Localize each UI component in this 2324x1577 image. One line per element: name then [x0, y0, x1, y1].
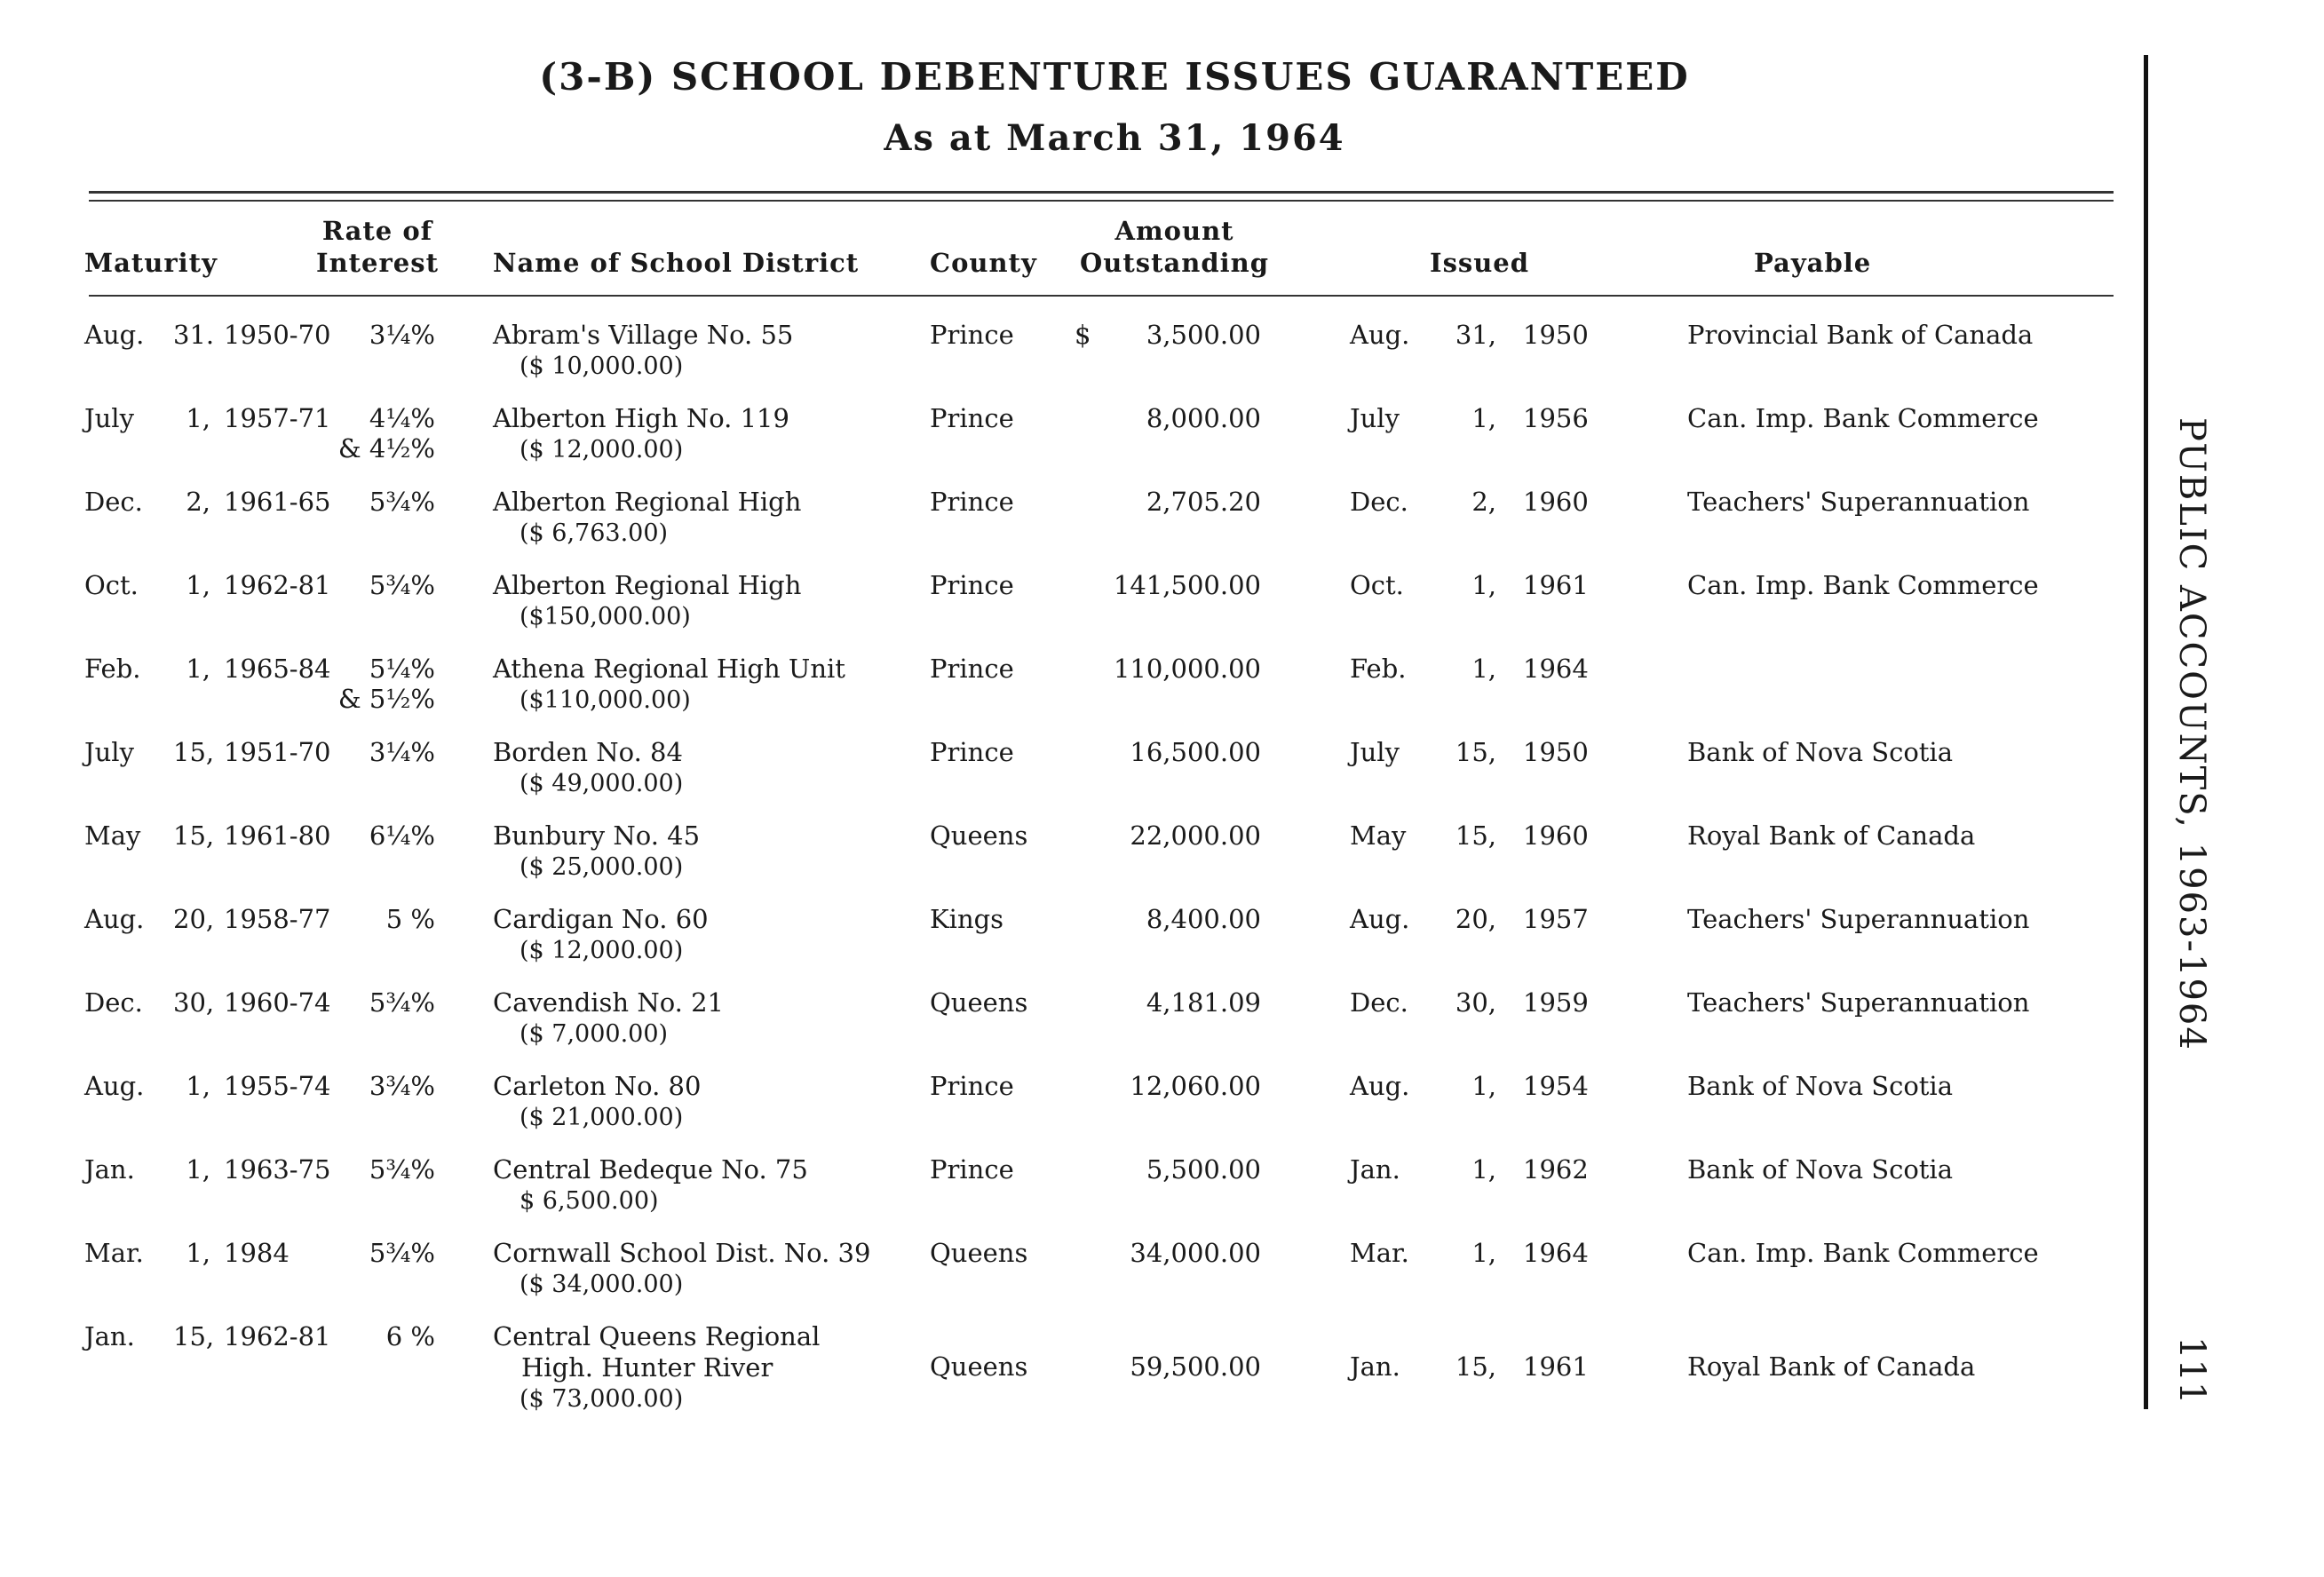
school-district-name: Athena Regional High Unit — [493, 654, 845, 684]
table-row — [0, 1314, 2149, 1430]
county: Queens — [930, 1238, 1028, 1268]
maturity-day: 15, — [173, 820, 215, 851]
payable-at: Teachers' Superannuation — [1687, 487, 2030, 517]
original-issue-amount: ($ 10,000.00) — [520, 353, 684, 380]
maturity-month: Oct. — [84, 570, 139, 600]
interest-rate: 6 % — [385, 1321, 435, 1351]
maturity-day: 30, — [173, 987, 215, 1018]
maturity-years: 1957-71 — [224, 403, 331, 433]
interest-rate: 5¾% — [369, 487, 435, 517]
school-district-cell — [493, 1321, 820, 1415]
page-number: 111 — [2171, 1336, 2212, 1405]
maturity-day: 1, — [186, 1154, 210, 1185]
maturity-month: Dec. — [84, 487, 143, 517]
payable-at: Provincial Bank of Canada — [1687, 320, 2034, 350]
maturity-day: 15, — [173, 737, 215, 767]
table-row — [0, 646, 2149, 730]
original-issue-amount: ($150,000.00) — [520, 603, 691, 630]
maturity-day: 2, — [186, 487, 210, 517]
amount-outstanding: 16,500.00 — [1130, 737, 1261, 767]
interest-rate: 3¾% — [369, 1071, 435, 1101]
issued-month: Aug. — [1350, 320, 1410, 350]
dollar-sign: $ — [1075, 320, 1091, 350]
margin-rule — [2144, 55, 2148, 1409]
issued-year: 1956 — [1523, 403, 1589, 433]
page-subtitle: As at March 31, 1964 — [884, 117, 1345, 159]
amount-outstanding: 5,500.00 — [1146, 1154, 1261, 1185]
school-district-cell — [493, 1154, 808, 1216]
header-maturity: Maturity — [84, 248, 218, 278]
amount-outstanding: 59,500.00 — [1130, 1351, 1261, 1382]
issued-month: Aug. — [1350, 904, 1410, 934]
maturity-month: Dec. — [84, 987, 143, 1018]
payable-at: Can. Imp. Bank Commerce — [1687, 1238, 2039, 1268]
issued-year: 1957 — [1523, 904, 1589, 934]
maturity-years: 1951-70 — [224, 737, 331, 767]
school-district-cell — [493, 570, 801, 632]
school-district-cell — [493, 487, 801, 549]
original-issue-amount: ($ 12,000.00) — [520, 436, 684, 464]
issued-year: 1964 — [1523, 654, 1589, 684]
original-issue-amount: ($ 25,000.00) — [520, 853, 684, 881]
issued-day: 20, — [1455, 904, 1496, 934]
table-row — [0, 730, 2149, 813]
table-row — [0, 396, 2149, 479]
original-issue-amount: $ 6,500.00) — [520, 1187, 659, 1215]
header-school-district: Name of School District — [493, 248, 860, 278]
original-issue-amount: ($ 21,000.00) — [520, 1104, 684, 1131]
issued-year: 1961 — [1523, 1351, 1589, 1382]
amount-outstanding: 4,181.09 — [1146, 987, 1261, 1018]
interest-rate-alt: & 5½% — [337, 684, 435, 714]
county: Prince — [930, 737, 1014, 767]
payable-at: Bank of Nova Scotia — [1687, 737, 1953, 767]
issued-day: 1, — [1471, 1154, 1496, 1185]
payable-at: Can. Imp. Bank Commerce — [1687, 403, 2039, 433]
maturity-years: 1955-74 — [224, 1071, 331, 1101]
school-district-name: Cavendish No. 21 — [493, 987, 724, 1018]
maturity-day: 31. — [173, 320, 215, 350]
issued-day: 2, — [1471, 487, 1496, 517]
issued-month: Mar. — [1350, 1238, 1409, 1268]
maturity-years: 1961-80 — [224, 820, 331, 851]
maturity-day: 1, — [186, 1071, 210, 1101]
issued-day: 1, — [1471, 1238, 1496, 1268]
county: Queens — [930, 987, 1028, 1018]
issued-month: Jan. — [1350, 1154, 1400, 1185]
issued-month: Dec. — [1350, 987, 1408, 1018]
maturity-month: Aug. — [84, 1071, 145, 1101]
original-issue-amount: ($ 7,000.00) — [520, 1020, 669, 1048]
header-amount-line2: Outstanding — [1080, 248, 1269, 278]
original-issue-amount: ($ 34,000.00) — [520, 1271, 684, 1298]
payable-at: Bank of Nova Scotia — [1687, 1071, 1953, 1101]
school-district-name: Central Bedeque No. 75 — [493, 1154, 808, 1185]
original-issue-amount: ($ 49,000.00) — [520, 770, 684, 797]
table-row — [0, 980, 2149, 1064]
county: Prince — [930, 1154, 1014, 1185]
issued-month: July — [1350, 403, 1400, 433]
school-district-name: Alberton Regional High — [493, 487, 802, 517]
issued-year: 1959 — [1523, 987, 1589, 1018]
maturity-day: 1, — [186, 1238, 210, 1268]
school-district-cell — [493, 737, 683, 799]
school-district-cell — [493, 1071, 701, 1133]
header-rate-line2: Interest — [316, 248, 439, 278]
maturity-day: 1, — [186, 570, 210, 600]
header-county: County — [930, 248, 1037, 278]
school-district-cell — [493, 320, 793, 382]
issued-day: 15, — [1455, 1351, 1496, 1382]
school-district-name: Alberton Regional High — [493, 570, 802, 600]
issued-day: 1, — [1471, 654, 1496, 684]
payable-at: Royal Bank of Canada — [1687, 1351, 1976, 1382]
payable-at: Teachers' Superannuation — [1687, 904, 2030, 934]
table-row — [0, 897, 2149, 980]
school-district-name: Abram's Village No. 55 — [493, 320, 794, 350]
interest-rate: 5¾% — [369, 1154, 435, 1185]
maturity-month: July — [84, 403, 134, 433]
issued-year: 1962 — [1523, 1154, 1589, 1185]
maturity-years: 1984 — [224, 1238, 290, 1268]
issued-day: 1, — [1471, 1071, 1496, 1101]
original-issue-amount: ($110,000.00) — [520, 686, 691, 714]
original-issue-amount: ($ 12,000.00) — [520, 937, 684, 964]
maturity-day: 15, — [173, 1321, 215, 1351]
school-district-name: Cornwall School Dist. No. 39 — [493, 1238, 871, 1268]
running-head: PUBLIC ACCOUNTS, 1963-1964 — [2171, 417, 2212, 1051]
school-district-name: Alberton High No. 119 — [493, 403, 789, 433]
issued-day: 15, — [1455, 737, 1496, 767]
maturity-month: Feb. — [84, 654, 141, 684]
maturity-month: Aug. — [84, 904, 145, 934]
maturity-years: 1960-74 — [224, 987, 331, 1018]
maturity-month: Mar. — [84, 1238, 144, 1268]
table-row — [0, 813, 2149, 897]
county: Kings — [930, 904, 1004, 934]
issued-month: July — [1350, 737, 1400, 767]
school-district-cell — [493, 1238, 870, 1300]
maturity-day: 1, — [186, 403, 210, 433]
amount-outstanding: 8,400.00 — [1146, 904, 1261, 934]
school-district-cell — [493, 654, 845, 716]
issued-day: 15, — [1455, 820, 1496, 851]
county: Queens — [930, 820, 1028, 851]
header-amount-line1: Amount — [1114, 216, 1234, 246]
school-district-name: Bunbury No. 45 — [493, 820, 701, 851]
county: Prince — [930, 320, 1014, 350]
issued-year: 1954 — [1523, 1071, 1589, 1101]
issued-day: 31, — [1455, 320, 1496, 350]
maturity-years: 1963-75 — [224, 1154, 331, 1185]
county: Prince — [930, 654, 1014, 684]
issued-month: May — [1350, 820, 1407, 851]
maturity-month: July — [84, 737, 134, 767]
payable-at: Royal Bank of Canada — [1687, 820, 1976, 851]
maturity-years: 1962-81 — [224, 1321, 331, 1351]
amount-outstanding: 2,705.20 — [1146, 487, 1261, 517]
payable-at: Can. Imp. Bank Commerce — [1687, 570, 2039, 600]
header-rate-line1: Rate of — [321, 216, 433, 246]
issued-year: 1960 — [1523, 820, 1589, 851]
payable-at: Teachers' Superannuation — [1687, 987, 2030, 1018]
table-row — [0, 479, 2149, 563]
county: Queens — [930, 1351, 1028, 1382]
maturity-day: 20, — [173, 904, 215, 934]
school-district-name: Cardigan No. 60 — [493, 904, 709, 934]
amount-outstanding: 12,060.00 — [1130, 1071, 1261, 1101]
debenture-table — [0, 313, 2149, 1430]
original-issue-amount: ($ 73,000.00) — [520, 1385, 684, 1413]
school-district-name: Central Queens Regional — [493, 1321, 821, 1351]
issued-month: Jan. — [1350, 1351, 1400, 1382]
issued-year: 1964 — [1523, 1238, 1589, 1268]
table-row — [0, 313, 2149, 396]
issued-day: 30, — [1455, 987, 1496, 1018]
county: Prince — [930, 487, 1014, 517]
table-row — [0, 563, 2149, 646]
header-rule-top-second — [89, 200, 2114, 202]
header-payable: Payable — [1754, 248, 1872, 278]
issued-month: Dec. — [1350, 487, 1408, 517]
issued-month: Aug. — [1350, 1071, 1410, 1101]
original-issue-amount: ($ 6,763.00) — [520, 519, 669, 547]
school-district-name-line2: High. Hunter River — [521, 1352, 773, 1383]
table-row — [0, 1064, 2149, 1147]
county: Prince — [930, 1071, 1014, 1101]
amount-outstanding: 22,000.00 — [1130, 820, 1261, 851]
table-row — [0, 1147, 2149, 1231]
maturity-years: 1965-84 — [224, 654, 331, 684]
issued-day: 1, — [1471, 403, 1496, 433]
issued-day: 1, — [1471, 570, 1496, 600]
interest-rate: 5¾% — [369, 570, 435, 600]
issued-year: 1950 — [1523, 320, 1589, 350]
header-issued: Issued — [1430, 248, 1530, 278]
interest-rate: 6¼% — [369, 820, 435, 851]
issued-year: 1950 — [1523, 737, 1589, 767]
page-title: (3-B) SCHOOL DEBENTURE ISSUES GUARANTEED — [539, 55, 1690, 99]
maturity-years: 1958-77 — [224, 904, 331, 934]
amount-outstanding: 110,000.00 — [1113, 654, 1261, 684]
header-rule-bottom — [89, 295, 2114, 297]
amount-outstanding: 8,000.00 — [1146, 403, 1261, 433]
school-district-cell — [493, 987, 724, 1050]
interest-rate: 3¼% — [369, 320, 435, 350]
interest-rate: 5 % — [385, 904, 435, 934]
maturity-month: Jan. — [84, 1154, 135, 1185]
maturity-years: 1962-81 — [224, 570, 331, 600]
maturity-years: 1961-65 — [224, 487, 331, 517]
amount-outstanding: 141,500.00 — [1113, 570, 1261, 600]
school-district-name: Carleton No. 80 — [493, 1071, 702, 1101]
maturity-month: Jan. — [84, 1321, 135, 1351]
interest-rate: 3¼% — [369, 737, 435, 767]
interest-rate: 5¾% — [369, 1238, 435, 1268]
issued-month: Oct. — [1350, 570, 1404, 600]
school-district-name: Borden No. 84 — [493, 737, 683, 767]
school-district-cell — [493, 904, 709, 966]
table-row — [0, 1231, 2149, 1314]
issued-month: Feb. — [1350, 654, 1407, 684]
header-rule-top — [89, 191, 2114, 194]
county: Prince — [930, 403, 1014, 433]
school-district-cell — [493, 403, 789, 465]
amount-outstanding: 3,500.00 — [1146, 320, 1261, 350]
payable-at: Bank of Nova Scotia — [1687, 1154, 1953, 1185]
issued-year: 1961 — [1523, 570, 1589, 600]
interest-rate: 5¼% — [369, 654, 435, 684]
interest-rate: 5¾% — [369, 987, 435, 1018]
maturity-years: 1950-70 — [224, 320, 331, 350]
maturity-month: Aug. — [84, 320, 145, 350]
county: Prince — [930, 570, 1014, 600]
maturity-month: May — [84, 820, 141, 851]
interest-rate: 4¼% — [369, 403, 435, 433]
school-district-cell — [493, 820, 700, 883]
issued-year: 1960 — [1523, 487, 1589, 517]
maturity-day: 1, — [186, 654, 210, 684]
interest-rate-alt: & 4½% — [337, 433, 435, 464]
amount-outstanding: 34,000.00 — [1130, 1238, 1261, 1268]
